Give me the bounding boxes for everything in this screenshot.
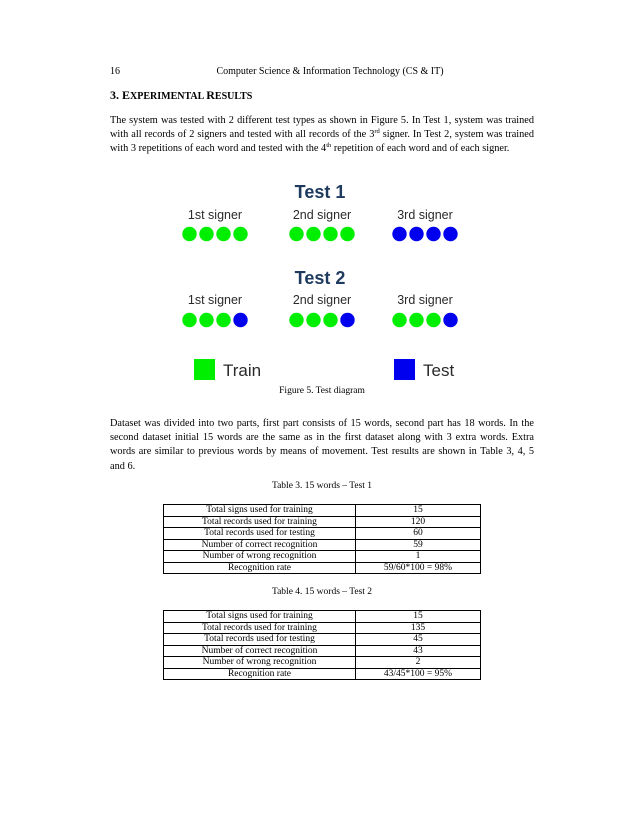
train-dot bbox=[340, 227, 354, 241]
train-dot bbox=[289, 313, 303, 327]
table-row bbox=[164, 634, 481, 646]
figure-caption: Figure 5. Test diagram bbox=[279, 386, 365, 396]
train-dot bbox=[409, 313, 423, 327]
train-dot bbox=[392, 313, 406, 327]
train-dot bbox=[199, 313, 213, 327]
table-cell-label: Recognition rate bbox=[164, 668, 356, 680]
test-dot bbox=[392, 227, 406, 241]
test-title: Test 1 bbox=[294, 182, 346, 202]
paragraph-text: The system was tested with 2 different test types as shown in Figure 5. In Test 1, system was trained with all records of 2 signers and tested with all records of the 3 bbox=[110, 115, 534, 141]
table-3 bbox=[163, 504, 481, 574]
table-cell-label: Recognition rate bbox=[164, 562, 356, 574]
train-dot bbox=[199, 227, 213, 241]
train-dot bbox=[233, 227, 247, 241]
table-row bbox=[164, 668, 481, 680]
train-dot bbox=[306, 227, 320, 241]
page-number: 16 bbox=[110, 66, 120, 77]
table-4 bbox=[163, 610, 481, 680]
train-dot bbox=[323, 227, 337, 241]
table-row bbox=[164, 622, 481, 634]
running-header: Computer Science & Information Technology (CS & IT) bbox=[216, 66, 444, 77]
train-dot bbox=[426, 313, 440, 327]
signer-label: 2nd signer bbox=[292, 293, 352, 307]
table-cell-label: Number of wrong recognition bbox=[164, 657, 356, 669]
train-dot bbox=[306, 313, 320, 327]
table-cell-value: 135 bbox=[356, 622, 481, 634]
test-dot bbox=[409, 227, 423, 241]
signer-label: 3rd signer bbox=[397, 208, 453, 222]
table-cell-value: 43/45*100 = 95% bbox=[356, 668, 481, 680]
section-title-letter-2: R bbox=[206, 88, 215, 102]
table-row bbox=[164, 645, 481, 657]
table-row bbox=[164, 539, 481, 551]
table-row bbox=[164, 657, 481, 669]
table-cell-label: Total signs used for training bbox=[164, 611, 356, 623]
paragraph-test-description bbox=[110, 114, 534, 157]
signer-label: 1st signer bbox=[187, 293, 243, 307]
table-cell-label: Number of correct recognition bbox=[164, 645, 356, 657]
section-title-letter-1: E bbox=[122, 88, 131, 102]
table-cell-value: 15 bbox=[356, 505, 481, 517]
section-number: 3. bbox=[110, 88, 122, 102]
table-row bbox=[164, 551, 481, 563]
test-legend-label: Test bbox=[423, 361, 455, 380]
test-diagram-figure bbox=[170, 178, 470, 386]
section-title-rest-1: XPERIMENTAL bbox=[130, 91, 207, 102]
table-cell-value: 1 bbox=[356, 551, 481, 563]
train-legend-label: Train bbox=[223, 361, 262, 380]
table-row bbox=[164, 505, 481, 517]
table-cell-value: 45 bbox=[356, 634, 481, 646]
table-cell-value: 59 bbox=[356, 539, 481, 551]
paragraph-text: repetition of each word and of each signer. bbox=[331, 143, 510, 155]
test-dot bbox=[443, 227, 457, 241]
table-4-caption: Table 4. 15 words – Test 2 bbox=[271, 587, 373, 597]
table-row bbox=[164, 516, 481, 528]
test-diagram bbox=[170, 178, 470, 386]
table-cell-label: Total signs used for training bbox=[164, 505, 356, 517]
train-dot bbox=[182, 313, 196, 327]
table-cell-label: Total records used for training bbox=[164, 516, 356, 528]
table-row bbox=[164, 562, 481, 574]
table-3-caption: Table 3. 15 words – Test 1 bbox=[271, 481, 373, 491]
train-dot bbox=[289, 227, 303, 241]
table-cell-label: Number of correct recognition bbox=[164, 539, 356, 551]
table-cell-value: 60 bbox=[356, 528, 481, 540]
test-legend-swatch bbox=[394, 359, 415, 380]
test-dot bbox=[443, 313, 457, 327]
section-title-rest-2: ESULTS bbox=[214, 91, 253, 102]
section-heading bbox=[110, 88, 252, 103]
table-cell-label: Total records used for training bbox=[164, 622, 356, 634]
train-dot bbox=[323, 313, 337, 327]
test-dot bbox=[233, 313, 247, 327]
table-cell-value: 59/60*100 = 98% bbox=[356, 562, 481, 574]
signer-label: 1st signer bbox=[187, 208, 243, 222]
table-cell-value: 2 bbox=[356, 657, 481, 669]
table-row bbox=[164, 611, 481, 623]
test-title: Test 2 bbox=[294, 268, 346, 288]
train-dot bbox=[216, 313, 230, 327]
table-cell-value: 120 bbox=[356, 516, 481, 528]
test-dot bbox=[426, 227, 440, 241]
table-cell-label: Total records used for testing bbox=[164, 528, 356, 540]
test-dot bbox=[340, 313, 354, 327]
train-dot bbox=[216, 227, 230, 241]
signer-label: 3rd signer bbox=[397, 293, 453, 307]
train-dot bbox=[182, 227, 196, 241]
signer-label: 2nd signer bbox=[292, 208, 352, 222]
superscript-ordinal: th bbox=[326, 142, 332, 150]
paragraph-dataset-description: Dataset was divided into two parts, first part consists of 15 words, second part has 18 words. In the second dataset initial 15 words are the same as in the first dataset along with 3 extra words. Extra words are similar to previous words by means of movement. Test results are shown in Table 3, 4, 5 and 6. bbox=[110, 418, 534, 472]
train-legend-swatch bbox=[194, 359, 215, 380]
table-cell-label: Total records used for testing bbox=[164, 634, 356, 646]
paragraph-text: signer. In Test 2, system was trained with 3 repetitions of each word and tested with the 4 bbox=[110, 129, 534, 155]
table-cell-value: 43 bbox=[356, 645, 481, 657]
table-row bbox=[164, 528, 481, 540]
table-cell-label: Number of wrong recognition bbox=[164, 551, 356, 563]
superscript-ordinal: rd bbox=[374, 128, 380, 136]
table-cell-value: 15 bbox=[356, 611, 481, 623]
